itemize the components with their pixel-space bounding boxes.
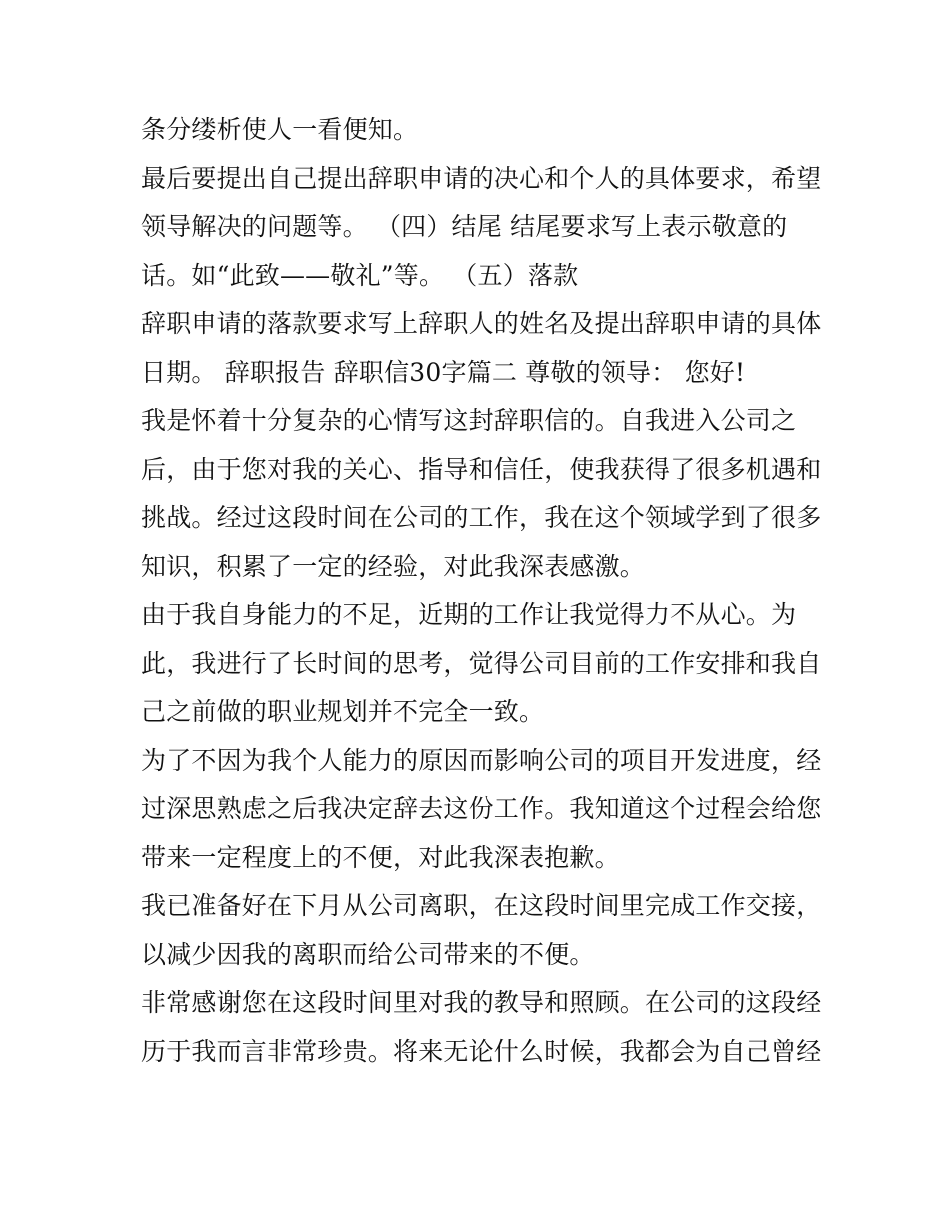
text-line: 己之前做的职业规划并不完全一致。 bbox=[141, 697, 545, 726]
text-line: 历于我而言非常珍贵。将来无论什么时候，我都会为自己曾经 bbox=[141, 1036, 822, 1066]
text-line: 知识，积累了一定的经验，对此我深表感激。 bbox=[141, 551, 646, 581]
text-line: 辞职申请的落款要求写上辞职人的姓名及提出辞职申请的具体 bbox=[141, 309, 822, 338]
text-line: 以减少因我的离职而给公司带来的不便。 bbox=[141, 939, 595, 969]
text-line: 话。如“此致——敬礼”等。 （五）落款 bbox=[141, 260, 579, 290]
text-line: 此，我进行了长时间的思考，觉得公司目前的工作安排和我自 bbox=[141, 648, 822, 678]
document-body bbox=[141, 106, 821, 1076]
text-line: 最后要提出自己提出辞职申请的决心和个人的具体要求，希望 bbox=[141, 163, 822, 193]
text-line: 过深思熟虑之后我决定辞去这份工作。我知道这个过程会给您 bbox=[141, 794, 822, 823]
text-line: 我是怀着十分复杂的心情写这封辞职信的。自我进入公司之 bbox=[141, 406, 797, 435]
text-line: 由于我自身能力的不足，近期的工作让我觉得力不从心。为 bbox=[141, 600, 797, 629]
text-line: 领导解决的问题等。 （四）结尾 结尾要求写上表示敬意的 bbox=[141, 212, 788, 241]
text-line: 带来一定程度上的不便，对此我深表抱歉。 bbox=[141, 842, 620, 872]
text-line: 后，由于您对我的关心、指导和信任，使我获得了很多机遇和 bbox=[141, 454, 822, 484]
text-line: 我已准备好在下月从公司离职，在这段时间里完成工作交接， bbox=[141, 891, 822, 920]
text-line: 非常感谢您在这段时间里对我的教导和照顾。在公司的这段经 bbox=[141, 988, 822, 1017]
text-line: 日期。 辞职报告 辞职信30字篇二 尊敬的领导： 您好! bbox=[141, 357, 746, 387]
text-line: 为了不因为我个人能力的原因而影响公司的项目开发进度，经 bbox=[141, 745, 822, 775]
text-line: 挑战。经过这段时间在公司的工作，我在这个领域学到了很多 bbox=[141, 503, 822, 532]
text-line: 条分缕析使人一看便知。 bbox=[141, 115, 419, 144]
